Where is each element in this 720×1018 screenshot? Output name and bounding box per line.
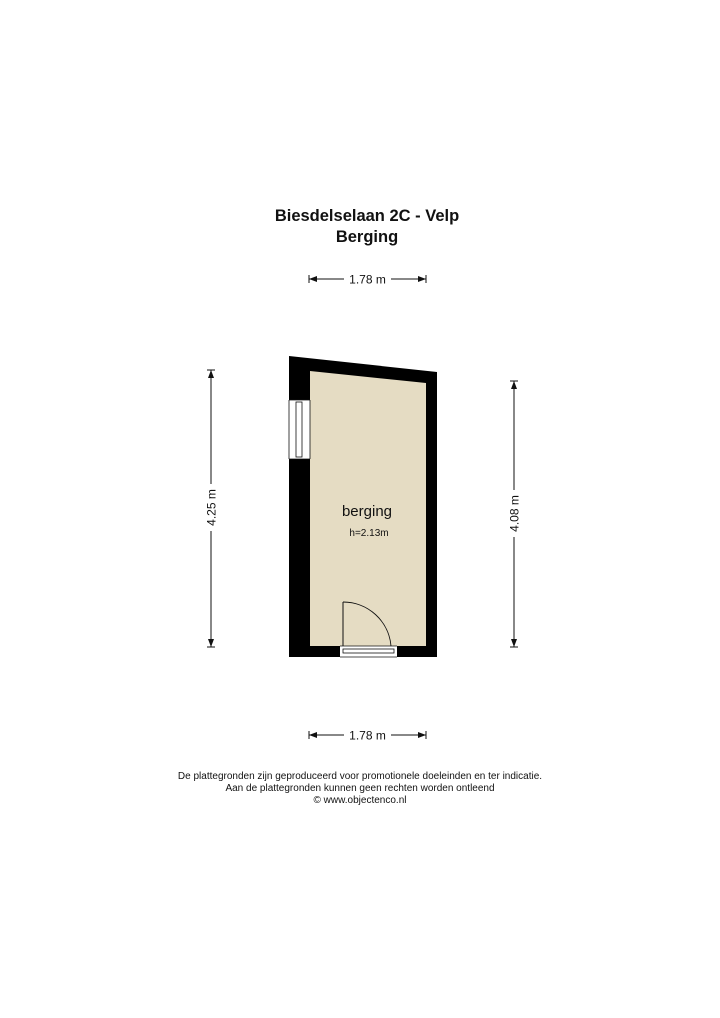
disclaimer-line-2: Aan de plattegronden kunnen geen rechten worden ontleend (225, 783, 495, 794)
right-dimension (508, 381, 522, 647)
top-dimension (309, 273, 426, 287)
address-title: Biesdelselaan 2C - Velp (274, 207, 460, 225)
disclaimer-line-1: De plattegronden zijn geproduceerd voor promotionele doeleinden en ter indicatie. (177, 771, 543, 782)
bottom-dimension (309, 729, 426, 743)
right-dimension-label: 4.08 m (507, 495, 522, 532)
left-dimension-label: 4.25 m (204, 489, 219, 526)
room-name: berging (341, 503, 393, 520)
room-height: h=2.13m (349, 528, 389, 539)
window (289, 400, 310, 459)
top-dimension-label: 1.78 m (349, 272, 386, 287)
left-dimension (205, 370, 219, 647)
window-glass (296, 402, 302, 457)
disclaimer (0, 771, 720, 807)
bottom-dimension-label: 1.78 m (349, 728, 386, 743)
floor-title: Berging (335, 228, 399, 246)
copyright-line: © www.objectenco.nl (313, 795, 407, 806)
door-sill (343, 649, 394, 653)
